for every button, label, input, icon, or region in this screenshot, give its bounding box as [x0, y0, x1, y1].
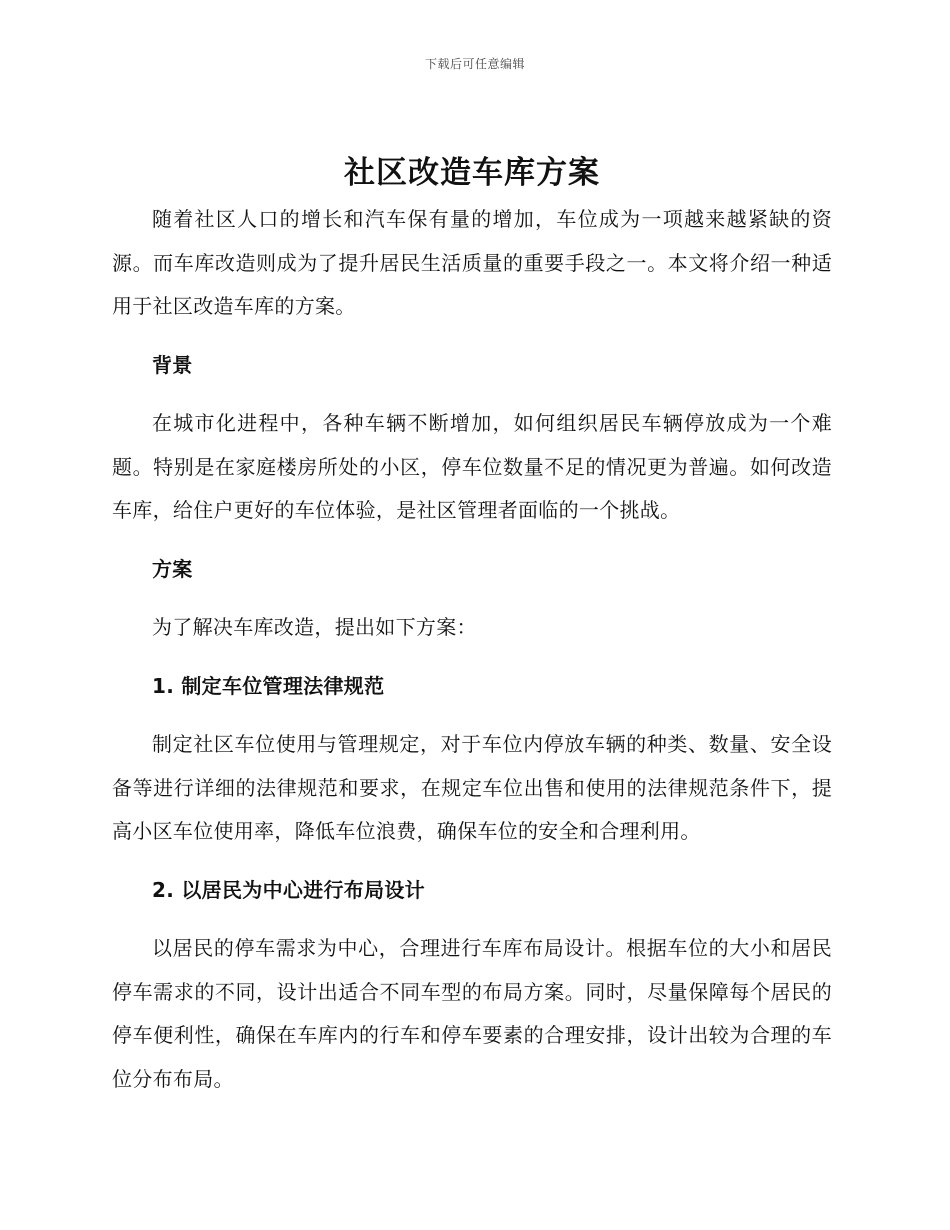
spacer — [112, 387, 832, 402]
header-note: 下载后可任意编辑 — [424, 57, 525, 71]
intro-paragraph: 随着社区人口的增长和汽车保有量的增加，车位成为一项越来越紧缺的资源。而车库改造则成为了提升居民生活质量的重要手段之一。本文将介绍一种适用于社区改造车库的方案。 — [112, 207, 832, 318]
spacer — [112, 533, 832, 548]
spacer — [112, 650, 832, 665]
document-body — [112, 148, 832, 1101]
spacer — [112, 591, 832, 606]
section-heading-plan: 方案 — [152, 556, 193, 581]
item-heading-2: 2. 以居民为中心进行布局设计 — [152, 877, 425, 902]
spacer — [112, 329, 832, 344]
item-paragraph-1: 制定社区车位使用与管理规定，对于车位内停放车辆的种类、数量、安全设备等进行详细的法律规范和要求，在规定车位出售和使用的法律规范条件下，提高小区车位使用率，降低车位浪费，确保车位的安全和合理利用。 — [112, 732, 832, 843]
spacer — [112, 854, 832, 869]
spacer — [112, 912, 832, 927]
section-heading-background: 背景 — [152, 352, 193, 377]
plan-intro-paragraph: 为了解决车库改造，提出如下方案： — [152, 615, 477, 639]
background-paragraph: 在城市化进程中，各种车辆不断增加，如何组织居民车辆停放成为一个难题。特别是在家庭楼房所处的小区，停车位数量不足的情况更为普遍。如何改造车库，给住户更好的车位体验，是社区管理者面临的一个挑战。 — [112, 411, 832, 522]
spacer — [112, 708, 832, 723]
item-heading-1: 1. 制定车位管理法律规范 — [152, 673, 385, 698]
document-title: 社区改造车库方案 — [344, 155, 600, 191]
item-paragraph-2: 以居民的停车需求为中心，合理进行车库布局设计。根据车位的大小和居民停车需求的不同，设计出适合不同车型的布局方案。同时，尽量保障每个居民的停车便利性，确保在车库内的行车和停车要素的合理安排，设计出较为合理的车位分布布局。 — [112, 936, 832, 1091]
